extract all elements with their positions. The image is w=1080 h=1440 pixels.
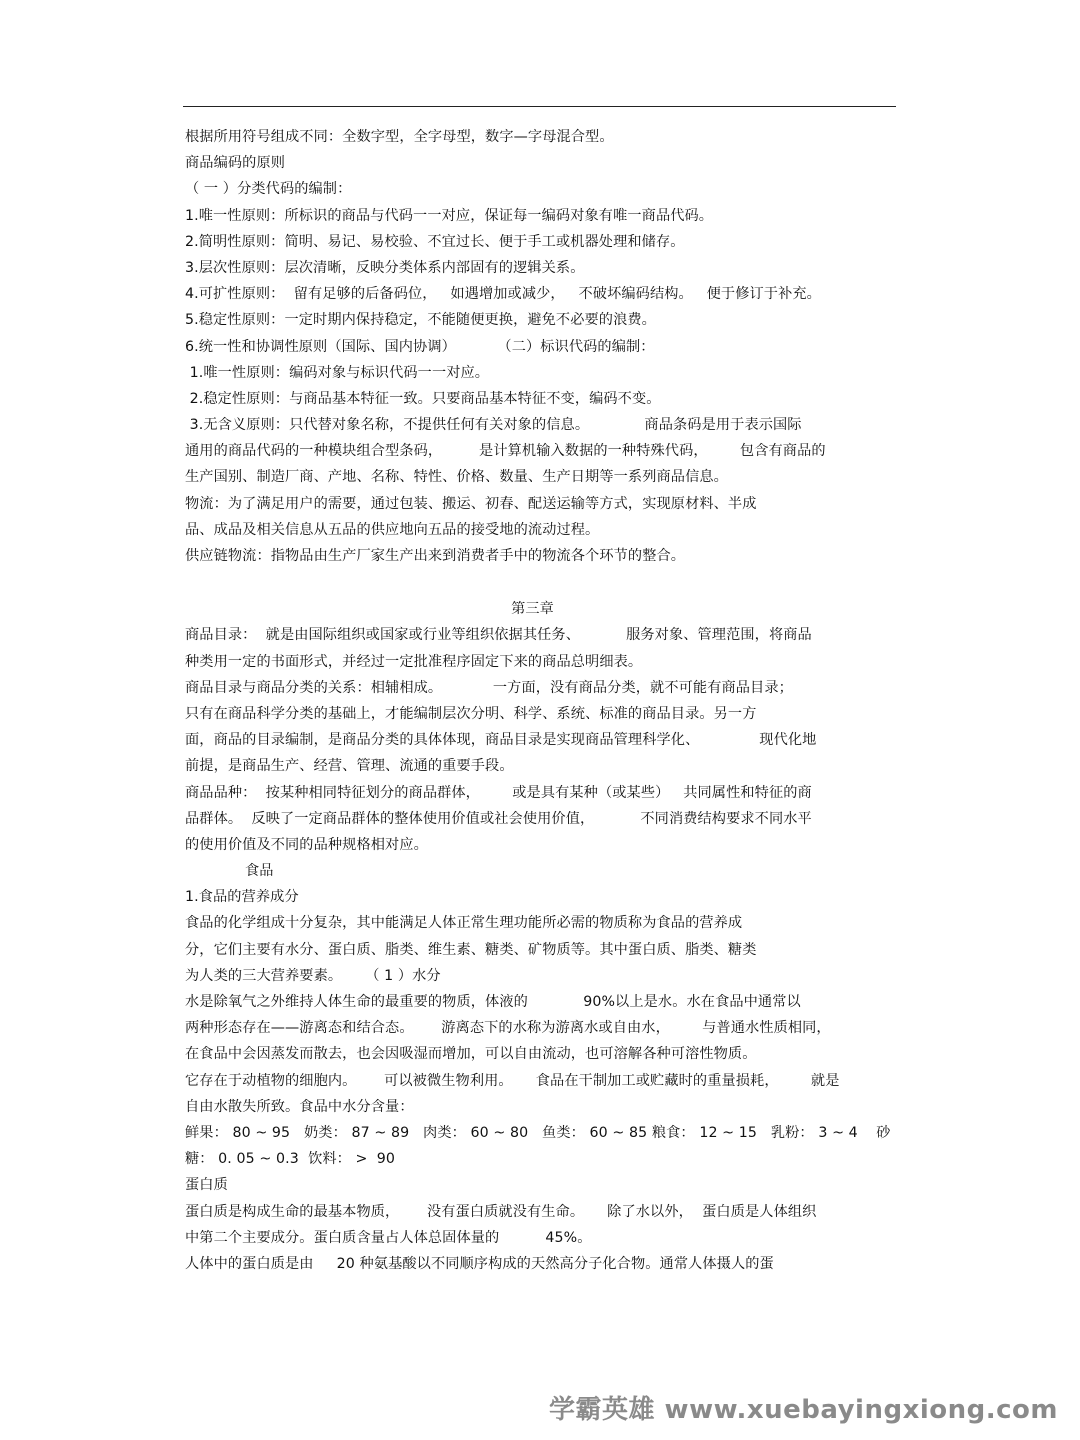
text-line: 3.层次性原则：层次清晰，反映分类体系内部固有的逻辑关系。 [185,259,585,276]
text-line: 食品的化学组成十分复杂，其中能满足人体正常生理功能所必需的物质称为食品的营养成 [185,915,743,932]
text-line: 供应链物流：指物品由生产厂家生产出来到消费者手中的物流各个环节的整合。 [185,548,686,564]
text-line: 的使用价值及不同的品种规格相对应。 [185,836,428,853]
header-rule [183,106,896,107]
text-line: 蛋白质 [185,1177,228,1194]
text-line: 人体中的蛋白质是由 20 种氨基酸以不同顺序构成的天然高分子化合物。通常人体摄人的蛋 [185,1255,774,1272]
text-line: 糖： 0. 05 ~ 0.3 饮料： > 90 [185,1151,396,1168]
chapter-title: 第三章 [511,601,554,618]
text-line: 1.唯一性原则：所标识的商品与代码一一对应，保证每一编码对象有唯一商品代码。 [185,207,714,224]
text-line: 商品编码的原则 [185,155,286,172]
text-line: 品群体。 反映了一定商品群体的整体使用价值或社会使用价值， 不同消费结构要求不同水平 [185,810,812,827]
text-line: 蛋白质是构成生命的最基本物质， 没有蛋白质就没有生命。 除了水以外， 蛋白质是人体组织 [185,1203,817,1220]
text-line: 两种形态存在——游离态和结合态。 游离态下的水称为游离水或自由水， 与普通水性质相同， [185,1020,831,1037]
text-line: 根据所用符号组成不同：全数字型，全字母型，数字—字母混合型。 [185,129,614,145]
text-line: 1.唯一性原则：编码对象与标识代码一一对应。 [185,364,490,381]
text-line: 中第二个主要成分。蛋白质含量占人体总固体量的 45%。 [185,1229,592,1246]
text-line: 通用的商品代码的一种模块组合型条码， 是计算机输入数据的一种特殊代码， 包含有商品的 [185,443,826,460]
text-line: 水是除氧气之外维持人体生命的最重要的物质，体液的 90%以上是水。水在食品中通常以 [185,994,801,1010]
text-line: 5.稳定性原则：一定时期内保持稳定，不能随便更换，避免不必要的浪费。 [185,312,656,329]
section-coding-principles [185,124,900,569]
section-food-nutrition [185,884,900,1277]
text-line: 物流：为了满足用户的需要，通过包装、搬运、初春、配送运输等方式，实现原材料、半成 [185,495,757,512]
text-line: 前提，是商品生产、经营、管理、流通的重要手段。 [185,758,514,775]
text-line: 它存在于动植物的细胞内。 可以被微生物利用。 食品在干制加工或贮藏时的重量损耗， 就是 [185,1072,840,1089]
text-line: 种类用一定的书面形式，并经过一定批准程序固定下来的商品总明细表。 [185,653,643,670]
paragraph-gap [185,569,900,596]
text-line: 在食品中会因蒸发而散去，也会因吸湿而增加，可以自由流动，也可溶解各种可溶性物质。 [185,1046,757,1063]
section-commodity-catalog [185,622,900,858]
text-line: （ 一 ）分类代码的编制： [185,181,352,198]
text-line: 分，它们主要有水分、蛋白质、脂类、维生素、糖类、矿物质等。其中蛋白质、脂类、糖类 [185,941,757,958]
text-line: 商品目录与商品分类的关系：相辅相成。 一方面，没有商品分类，就不可能有商品目录； [185,679,793,696]
text-line: 生产国别、制造厂商、产地、名称、特性、价格、数量、生产日期等一系列商品信息。 [185,469,728,486]
text-line: 商品品种： 按某种相同特征划分的商品群体， 或是具有某种（或某些） 共同属性和特征的商 [185,784,812,801]
text-line: 2.简明性原则：简明、易记、易校验、不宜过长、便于手工或机器处理和储存。 [185,233,685,250]
text-line: 4.可扩性原则： 留有足够的后备码位， 如遇增加或减少， 不破坏编码结构。 便于修订于补充。 [185,286,821,303]
text-line: 商品目录： 就是由国际组织或国家或行业等组织依据其任务、 服务对象、管理范围，将商品 [185,627,812,644]
food-heading: 食品 [245,863,274,880]
text-line: 1.食品的营养成分 [185,889,299,906]
text-line: 为人类的三大营养要素。 （ 1 ）水分 [185,967,441,984]
text-line: 2.稳定性原则：与商品基本特征一致。只要商品基本特征不变，编码不变。 [185,390,661,407]
text-line: 面，商品的目录编制，是商品分类的具体体现，商品目录是实现商品管理科学化、 现代化地 [185,732,817,749]
text-line: 只有在商品科学分类的基础上，才能编制层次分明、科学、系统、标准的商品目录。另一方 [185,705,757,722]
text-line: 鲜果： 80 ~ 95 奶类： 87 ~ 89 肉类： 60 ~ 80 鱼类： 60 ~ 85 粮食： 12 ~ 15 乳粉： 3 ~ 4 砂 [185,1124,891,1141]
text-line: 品、成品及相关信息从五品的供应地向五品的接受地的流动过程。 [185,521,600,538]
site-watermark: 学霸英雄 www.xuebayingxiong.com [549,1395,1058,1425]
text-line: 3.无含义原则：只代替对象名称，不提供任何有关对象的信息。 商品条码是用于表示国际 [185,417,802,434]
text-line: 6.统一性和协调性原则（国际、国内协调） （二）标识代码的编制： [185,338,655,355]
text-line: 自由水散失所致。食品中水分含量： [185,1098,414,1115]
document-body [185,124,900,1277]
